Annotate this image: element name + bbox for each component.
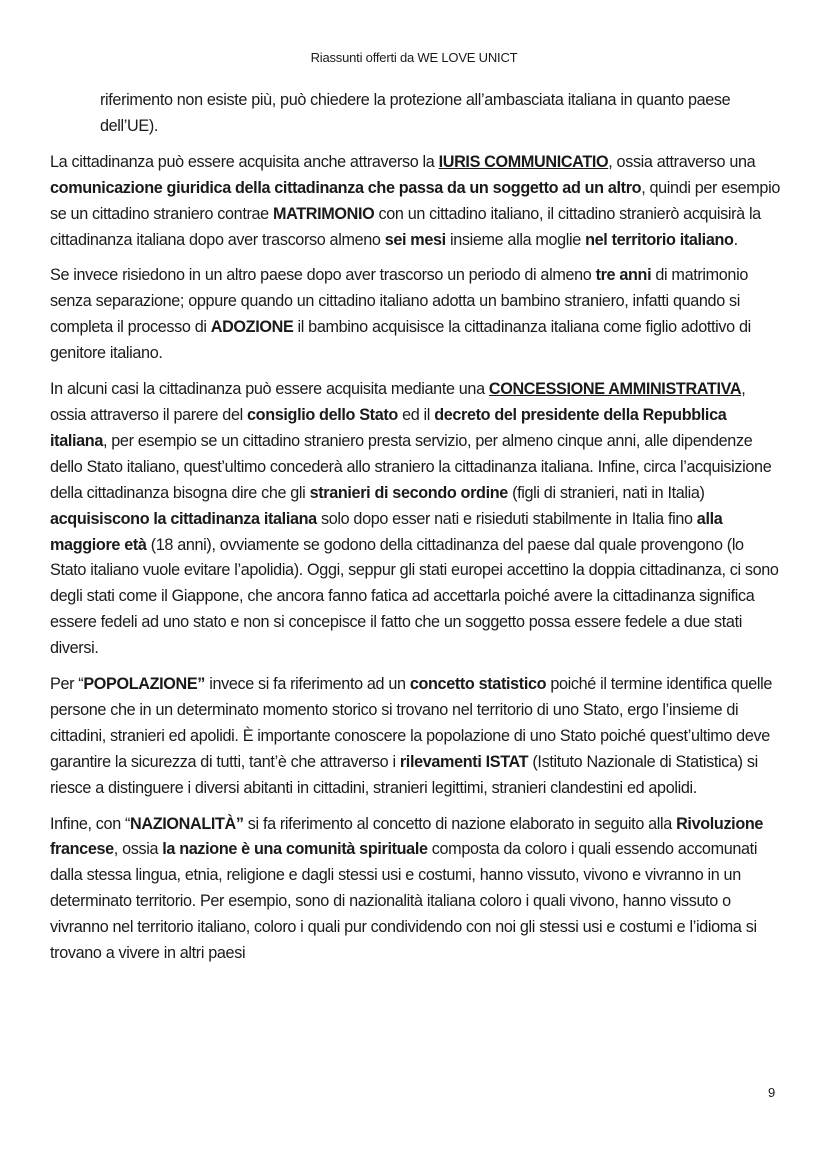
bold-term: consiglio dello Stato (247, 405, 398, 424)
bold-term: NAZIONALITÀ” (130, 814, 244, 833)
text-run: con un cittadino italiano, il cittadino stranierò acquisirà la cittadinanza italiana dopo aver trascorso almeno (50, 204, 761, 249)
text-run: riferimento non esiste più, può chiedere la protezione all’ambasciata italiana in quanto paese dell’UE). (100, 91, 731, 135)
text-run: solo dopo esser nati e risieduti stabilmente in Italia fino (316, 509, 697, 528)
text-run: il bambino acquisisce la cittadinanza italiana come figlio adottivo di genitore italiano. (50, 318, 751, 363)
text-run: di matrimonio senza separazione; oppure quando un cittadino italiano adotta un bambino straniero, infatti quando si completa il processo di (50, 266, 748, 337)
bold-term: MATRIMONIO (272, 204, 375, 223)
text-run: ed il (397, 405, 435, 424)
page-number: 9 (768, 1085, 776, 1100)
paragraph (50, 672, 780, 802)
bold-term: stranieri di secondo ordine (309, 483, 508, 502)
text-run: , ossia attraverso il parere del (50, 380, 746, 424)
text-run: invece si fa riferimento ad un (205, 675, 410, 694)
bold-term: decreto del presidente della Repubblica italiana (50, 405, 727, 450)
text-run: (figli di stranieri, nati in Italia) (507, 483, 705, 502)
text-run: insieme alla moglie (445, 230, 586, 249)
text-run: Infine, con “ (50, 814, 131, 833)
bold-term: Rivoluzione francese (50, 814, 764, 859)
paragraph (50, 812, 780, 967)
text-run: composta da coloro i quali essendo accomunati dalla stessa lingua, etnia, religione e dagli stessi usi e costumi, hanno vissuto, vivono e vivranno in un determinato territorio. Per esempio, sono di nazionalità italiana coloro i quali vivono, hanno vissuto o vivranno nel territorio italiano, coloro i quali pur condividendo con noi gli stessi usi e costumi e l’idioma si trovano a vivere in altri paesi (50, 840, 758, 963)
text-run: poiché il termine identifica quelle persone che in un determinato momento storico si trovano nel territorio di uno Stato, ergo l’insieme di cittadini, stranieri ed apolidi. È importante conoscere la popolazione di uno Stato poiché quest’ultimo deve garantire la sicurezza di tutti, tant’è che attraverso i (50, 675, 773, 771)
paragraph (50, 263, 780, 367)
bold-term: tre anni (595, 266, 652, 285)
text-run: si fa riferimento al concetto di nazione elaborato in seguito alla (243, 814, 677, 833)
text-run: . (733, 230, 738, 249)
text-run: , per esempio se un cittadino straniero presta servizio, per almeno cinque anni, alle dipendenze dello Stato italiano, quest’ultimo concederà allo straniero la cittadinanza italiana. Infine, circa l’acquisizione della cittadinanza bisogna dire che gli (50, 431, 772, 502)
text-run: , ossia (113, 840, 163, 859)
page-header: Riassunti offerti da WE LOVE UNICT (310, 50, 518, 65)
bold-term: POPOLAZIONE” (83, 675, 206, 694)
bold-term: comunicazione giuridica della cittadinanza che passa da un soggetto ad un altro (50, 178, 642, 197)
text-run: , quindi per esempio se un cittadino straniero contrae (50, 178, 780, 223)
text-run: (18 anni), ovviamente se godono della cittadinanza del paese dal quale provengono (lo Stato italiano vuole evitare l’apolidia). Oggi, seppur gli stati europei accettino la doppia cittadinanza, ci sono degli stati come il Giappone, che ancora fanno fatica ad accettarla poiché avere la cittadinanza significa essere fedeli ad uno stato e non si concepisce il fatto che un soggetto possa essere fedele a due stati diversi. (50, 535, 779, 658)
text-run: In alcuni casi la cittadinanza può essere acquisita mediante una (50, 380, 489, 399)
bold-term: alla maggiore età (50, 509, 723, 554)
underlined-bold-term: CONCESSIONE AMMINISTRATIVA (488, 380, 742, 399)
document-body (50, 88, 780, 977)
underlined-bold-term: IURIS COMMUNICATIO (438, 152, 609, 171)
bold-term: rilevamenti ISTAT (399, 752, 529, 771)
bold-term: nel territorio italiano (585, 230, 734, 249)
text-run: , ossia attraverso una (608, 152, 756, 171)
paragraph (50, 88, 780, 140)
bold-term: concetto statistico (409, 675, 547, 694)
bold-term: ADOZIONE (210, 318, 294, 337)
paragraph (50, 150, 780, 254)
text-run: Se invece risiedono in un altro paese dopo aver trascorso un periodo di almeno (50, 266, 596, 285)
text-run: (Istituto Nazionale di Statistica) si riesce a distinguere i diversi abitanti in cittadini, stranieri legittimi, stranieri clandestini ed apolidi. (50, 752, 758, 797)
text-run: Per “ (50, 675, 84, 694)
paragraph (50, 377, 780, 662)
bold-term: sei mesi (384, 230, 446, 249)
bold-term: acquisiscono la cittadinanza italiana (50, 509, 317, 528)
bold-term: la nazione è una comunità spirituale (162, 840, 428, 859)
text-run: La cittadinanza può essere acquisita anche attraverso la (50, 152, 439, 171)
